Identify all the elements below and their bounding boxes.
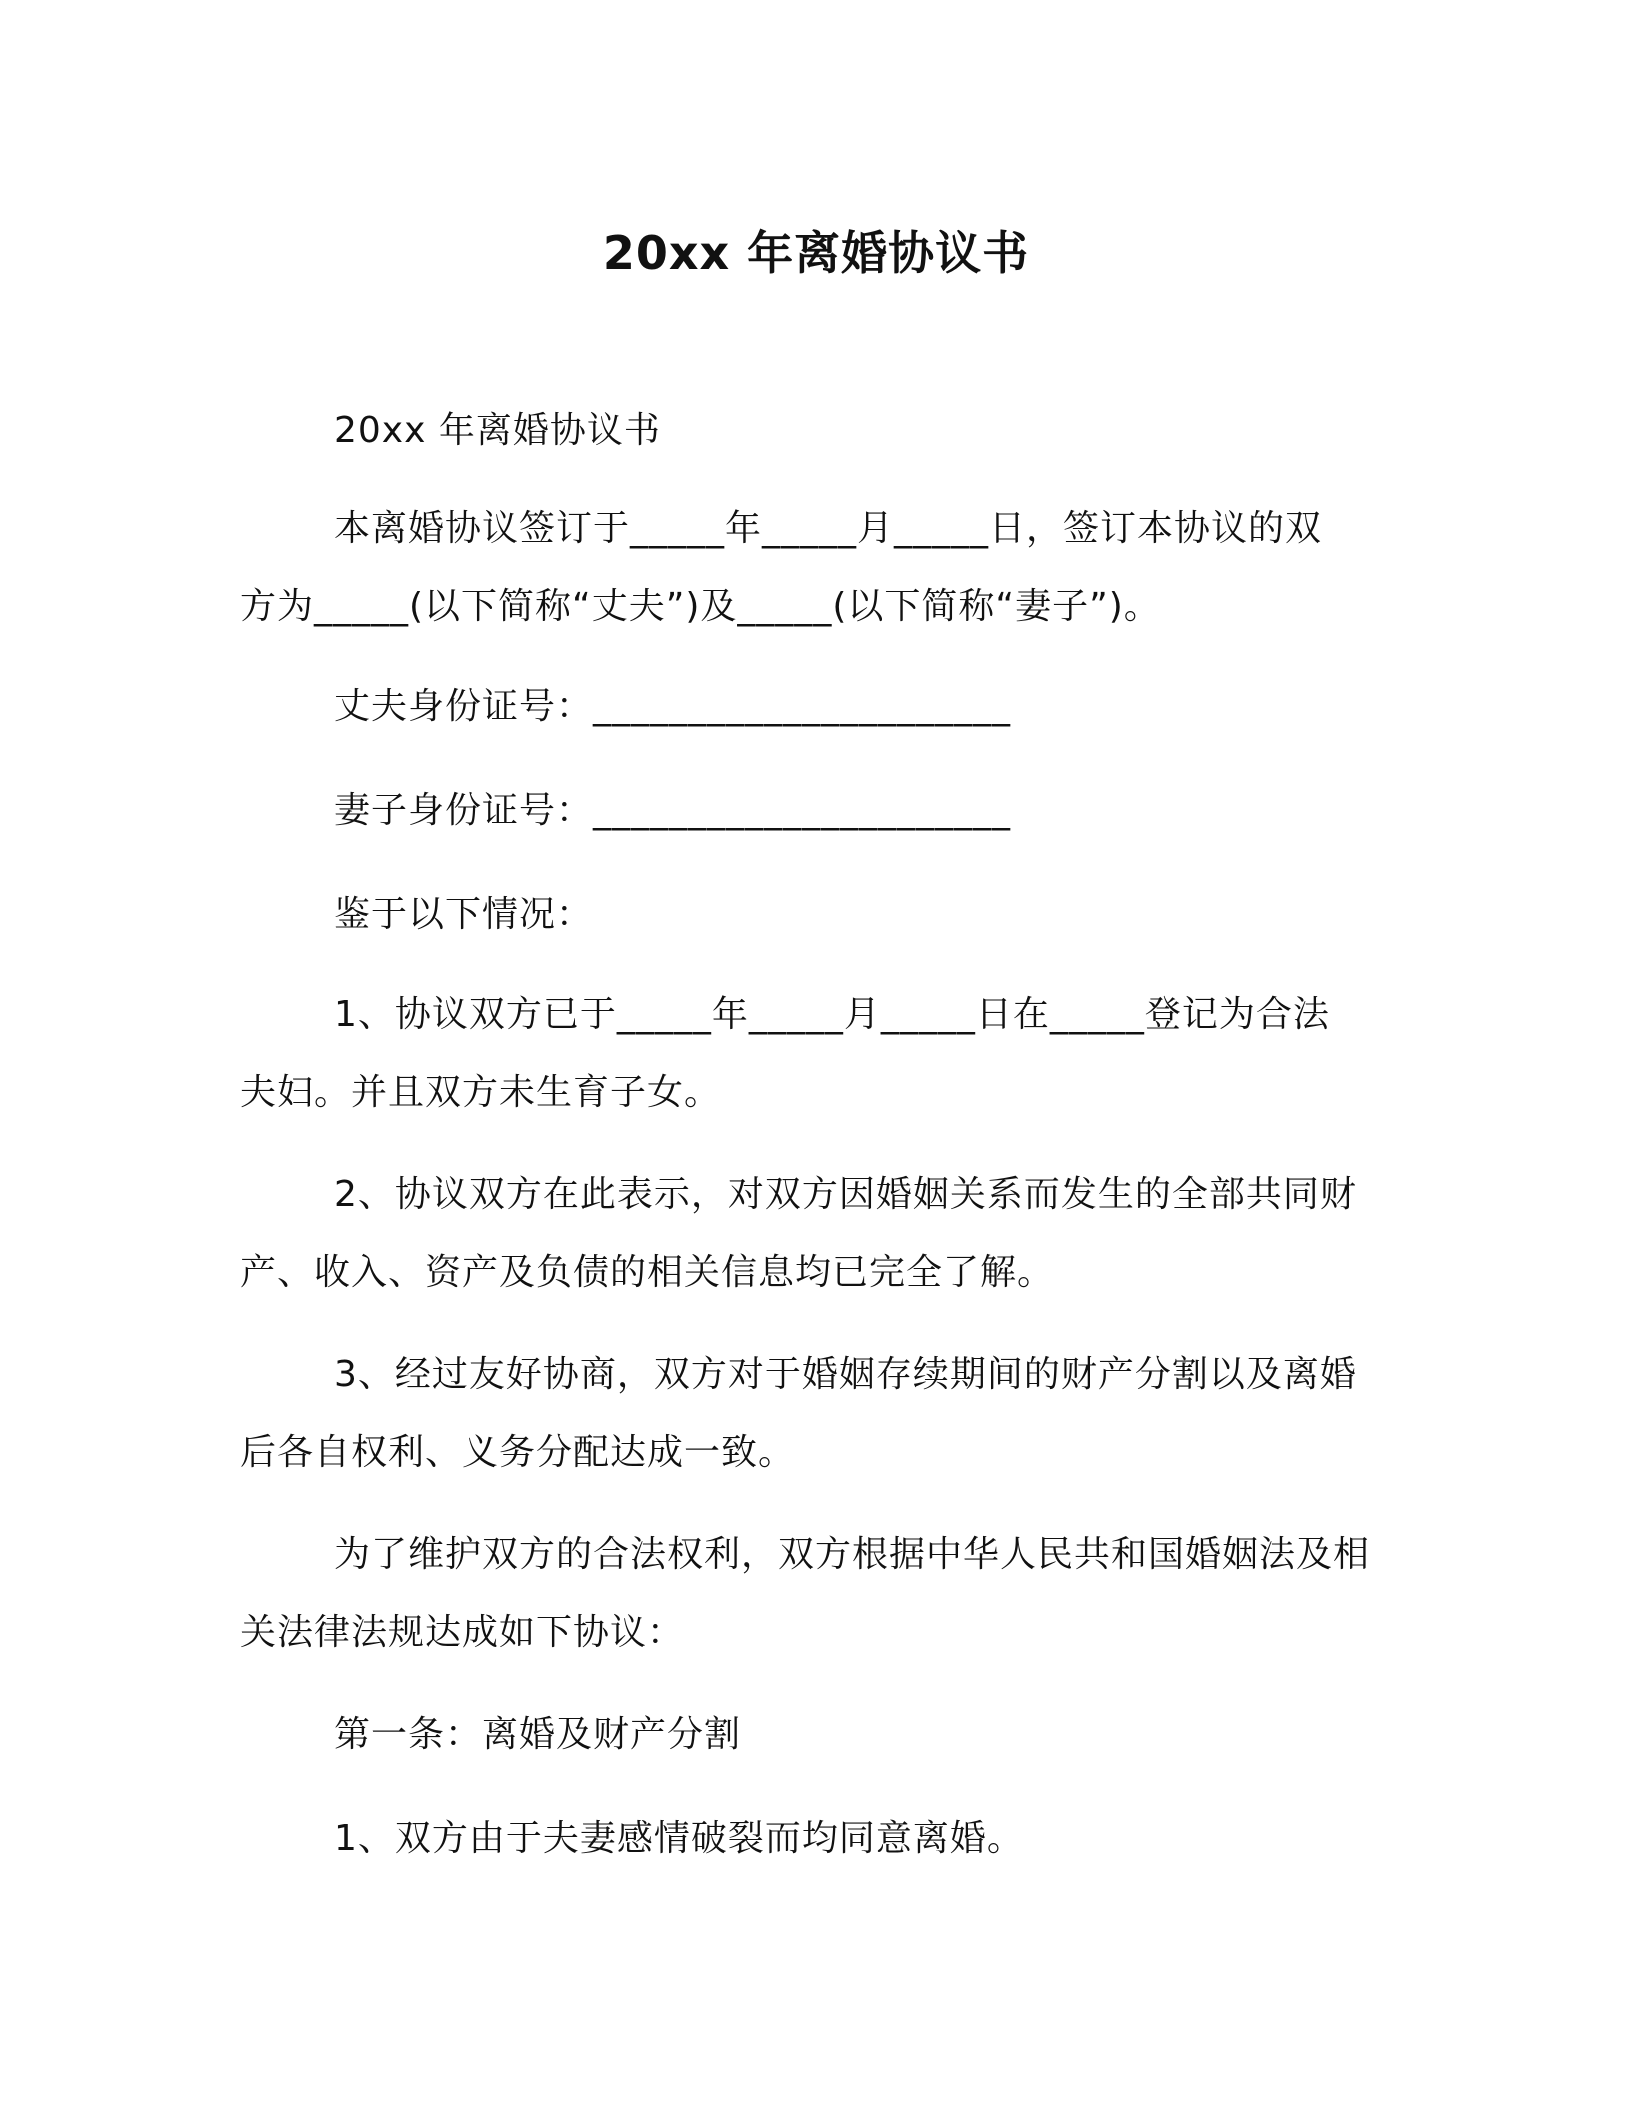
paragraph-line: 后各自权利、义务分配达成一致。 xyxy=(240,1432,796,1473)
paragraph-line: 妻子身份证号：______________________ xyxy=(334,790,1012,831)
paragraph-article-1-item-1 xyxy=(240,1800,1400,1878)
paragraph-article-1-heading xyxy=(240,1696,1400,1774)
paragraph-line: 鉴于以下情况： xyxy=(334,894,594,935)
paragraph-line: 第一条：离婚及财产分割 xyxy=(334,1714,742,1755)
paragraph-line: 丈夫身份证号：______________________ xyxy=(334,686,1012,727)
paragraph-line: 3、经过友好协商，双方对于婚姻存续期间的财产分割以及离婚 xyxy=(334,1354,1357,1395)
paragraph-item-2 xyxy=(240,1156,1400,1312)
paragraph-line: 20xx 年离婚协议书 xyxy=(334,410,661,451)
paragraph-line: 2、协议双方在此表示，对双方因婚姻关系而发生的全部共同财 xyxy=(334,1174,1357,1215)
paragraph-heading-repeat xyxy=(240,392,1400,470)
paragraph-line: 1、双方由于夫妻感情破裂而均同意离婚。 xyxy=(334,1818,1024,1859)
paragraph-line: 产、收入、资产及负债的相关信息均已完全了解。 xyxy=(240,1252,1055,1293)
paragraph-wife-id xyxy=(240,772,1400,850)
paragraph-item-1 xyxy=(240,976,1400,1132)
paragraph-item-3 xyxy=(240,1336,1400,1492)
paragraph-whereas xyxy=(240,876,1400,954)
paragraph-line: 为了维护双方的合法权利，双方根据中华人民共和国婚姻法及相 xyxy=(334,1534,1371,1575)
paragraph-signing-date xyxy=(240,490,1400,646)
paragraph-preamble xyxy=(240,1516,1400,1672)
paragraph-line: 本离婚协议签订于_____年_____月_____日，签订本协议的双 xyxy=(334,508,1323,549)
paragraph-line: 夫妇。并且双方未生育子女。 xyxy=(240,1072,722,1113)
paragraph-husband-id xyxy=(240,668,1400,746)
paragraph-line: 关法律法规达成如下协议： xyxy=(240,1612,685,1653)
document-title: 20xx 年离婚协议书 xyxy=(602,226,1030,280)
paragraph-line: 方为_____(以下简称“丈夫”)及_____(以下简称“妻子”)。 xyxy=(240,586,1161,627)
paragraph-line: 1、协议双方已于_____年_____月_____日在_____登记为合法 xyxy=(334,994,1330,1035)
